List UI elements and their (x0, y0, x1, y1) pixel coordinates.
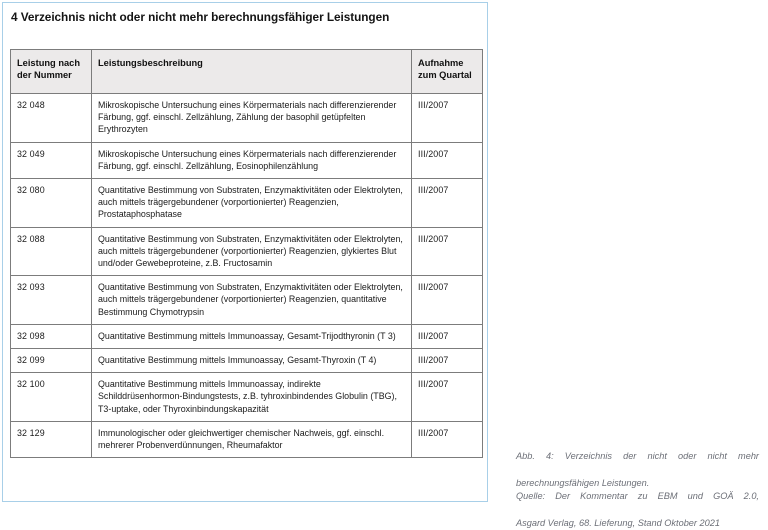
cell-service-description: Mikroskopische Untersuchung eines Körpermaterials nach differenzierender Färbung, ggf. einschl. Zellzählung, Zählung der basophil getüpfelten Erythrozyten (92, 94, 412, 143)
table-row (11, 373, 483, 422)
cell-service-description: Immunologischer oder gleichwertiger chemischer Nachweis, ggf. einschl. mehrerer Probenverdünnungen, Rheumafaktor (92, 421, 412, 457)
cell-service-description: Quantitative Bestimmung mittels Immunoassay, indirekte Schilddrüsenhormon-Bindungstests, z.B. tyhroxinbindendes Globulin (TBG), T3-uptake, oder Thyroxinbindungskapazität (92, 373, 412, 422)
services-table (10, 49, 483, 458)
cell-quarter: III/2007 (412, 324, 483, 348)
table-row (11, 349, 483, 373)
cell-service-number: 32 080 (11, 179, 92, 228)
cell-service-description: Quantitative Bestimmung mittels Immunoassay, Gesamt-Thyroxin (T 4) (92, 349, 412, 373)
figure-caption (516, 450, 759, 530)
table-row (11, 142, 483, 178)
column-header-quarter-line1: Aufnahme (418, 58, 464, 68)
cell-service-description: Quantitative Bestimmung mittels Immunoassay, Gesamt-Trijodthyronin (T 3) (92, 324, 412, 348)
cell-service-number: 32 129 (11, 421, 92, 457)
cell-service-description: Quantitative Bestimmung von Substraten, Enzymaktivitäten oder Elektrolyten, auch mittels trägergebundener (vorportionierter) Reagenzien, glykiertes Blut und/oder Gewebeproteine, z.B. Fructosamin (92, 227, 412, 276)
cell-service-number: 32 100 (11, 373, 92, 422)
column-header-quarter-line2: zum Quartal (418, 70, 472, 81)
column-header-number-line2: der Nummer (17, 70, 72, 81)
table-row (11, 421, 483, 457)
cell-quarter: III/2007 (412, 179, 483, 228)
cell-service-number: 32 049 (11, 142, 92, 178)
column-header-number-line1: Leistung nach (17, 58, 81, 68)
table-row (11, 94, 483, 143)
cell-quarter: III/2007 (412, 227, 483, 276)
table-row (11, 324, 483, 348)
table-row (11, 179, 483, 228)
cell-service-description: Quantitative Bestimmung von Substraten, Enzymaktivitäten oder Elektrolyten, auch mittels trägergebundener (vorportionierter) Reagenzien, quantitative Bestimmung Chymotrypsin (92, 276, 412, 325)
cell-service-description: Quantitative Bestimmung von Substraten, Enzymaktivitäten oder Elektrolyten, auch mittels trägergebundener (vorportionierter) Reagenzien, Prostataphosphatase (92, 179, 412, 228)
cell-service-number: 32 099 (11, 349, 92, 373)
caption-line-1: Abb. 4: Verzeichnis der nicht oder nicht mehr (516, 451, 759, 461)
cell-quarter: III/2007 (412, 421, 483, 457)
table-row (11, 227, 483, 276)
table-header (11, 50, 483, 94)
figure-container (2, 2, 488, 502)
cell-quarter: III/2007 (412, 373, 483, 422)
caption-line-3: Quelle: Der Kommentar zu EBM und GOÄ 2.0, (516, 491, 759, 502)
cell-service-number: 32 098 (11, 324, 92, 348)
caption-line-4: Asgard Verlag, 68. Lieferung, Stand Oktober 2021 (516, 518, 720, 529)
caption-line-2: berechnungsfähigen Leistungen. (516, 477, 650, 488)
cell-service-number: 32 048 (11, 94, 92, 143)
cell-quarter: III/2007 (412, 94, 483, 143)
column-header-description: Leistungsbeschreibung (92, 50, 412, 94)
cell-service-number: 32 093 (11, 276, 92, 325)
cell-service-number: 32 088 (11, 227, 92, 276)
cell-quarter: III/2007 (412, 142, 483, 178)
cell-quarter: III/2007 (412, 276, 483, 325)
table-body (11, 94, 483, 458)
column-header-quarter (412, 50, 483, 94)
column-header-number (11, 50, 92, 94)
cell-quarter: III/2007 (412, 349, 483, 373)
figure-title: 4 Verzeichnis nicht oder nicht mehr berechnungsfähiger Leistungen (11, 10, 390, 24)
table-header-row (11, 50, 483, 94)
cell-service-description: Mikroskopische Untersuchung eines Körpermaterials nach differenzierender Färbung, ggf. einschl. Zellzählung, Eosinophilenzählung (92, 142, 412, 178)
table-row (11, 276, 483, 325)
